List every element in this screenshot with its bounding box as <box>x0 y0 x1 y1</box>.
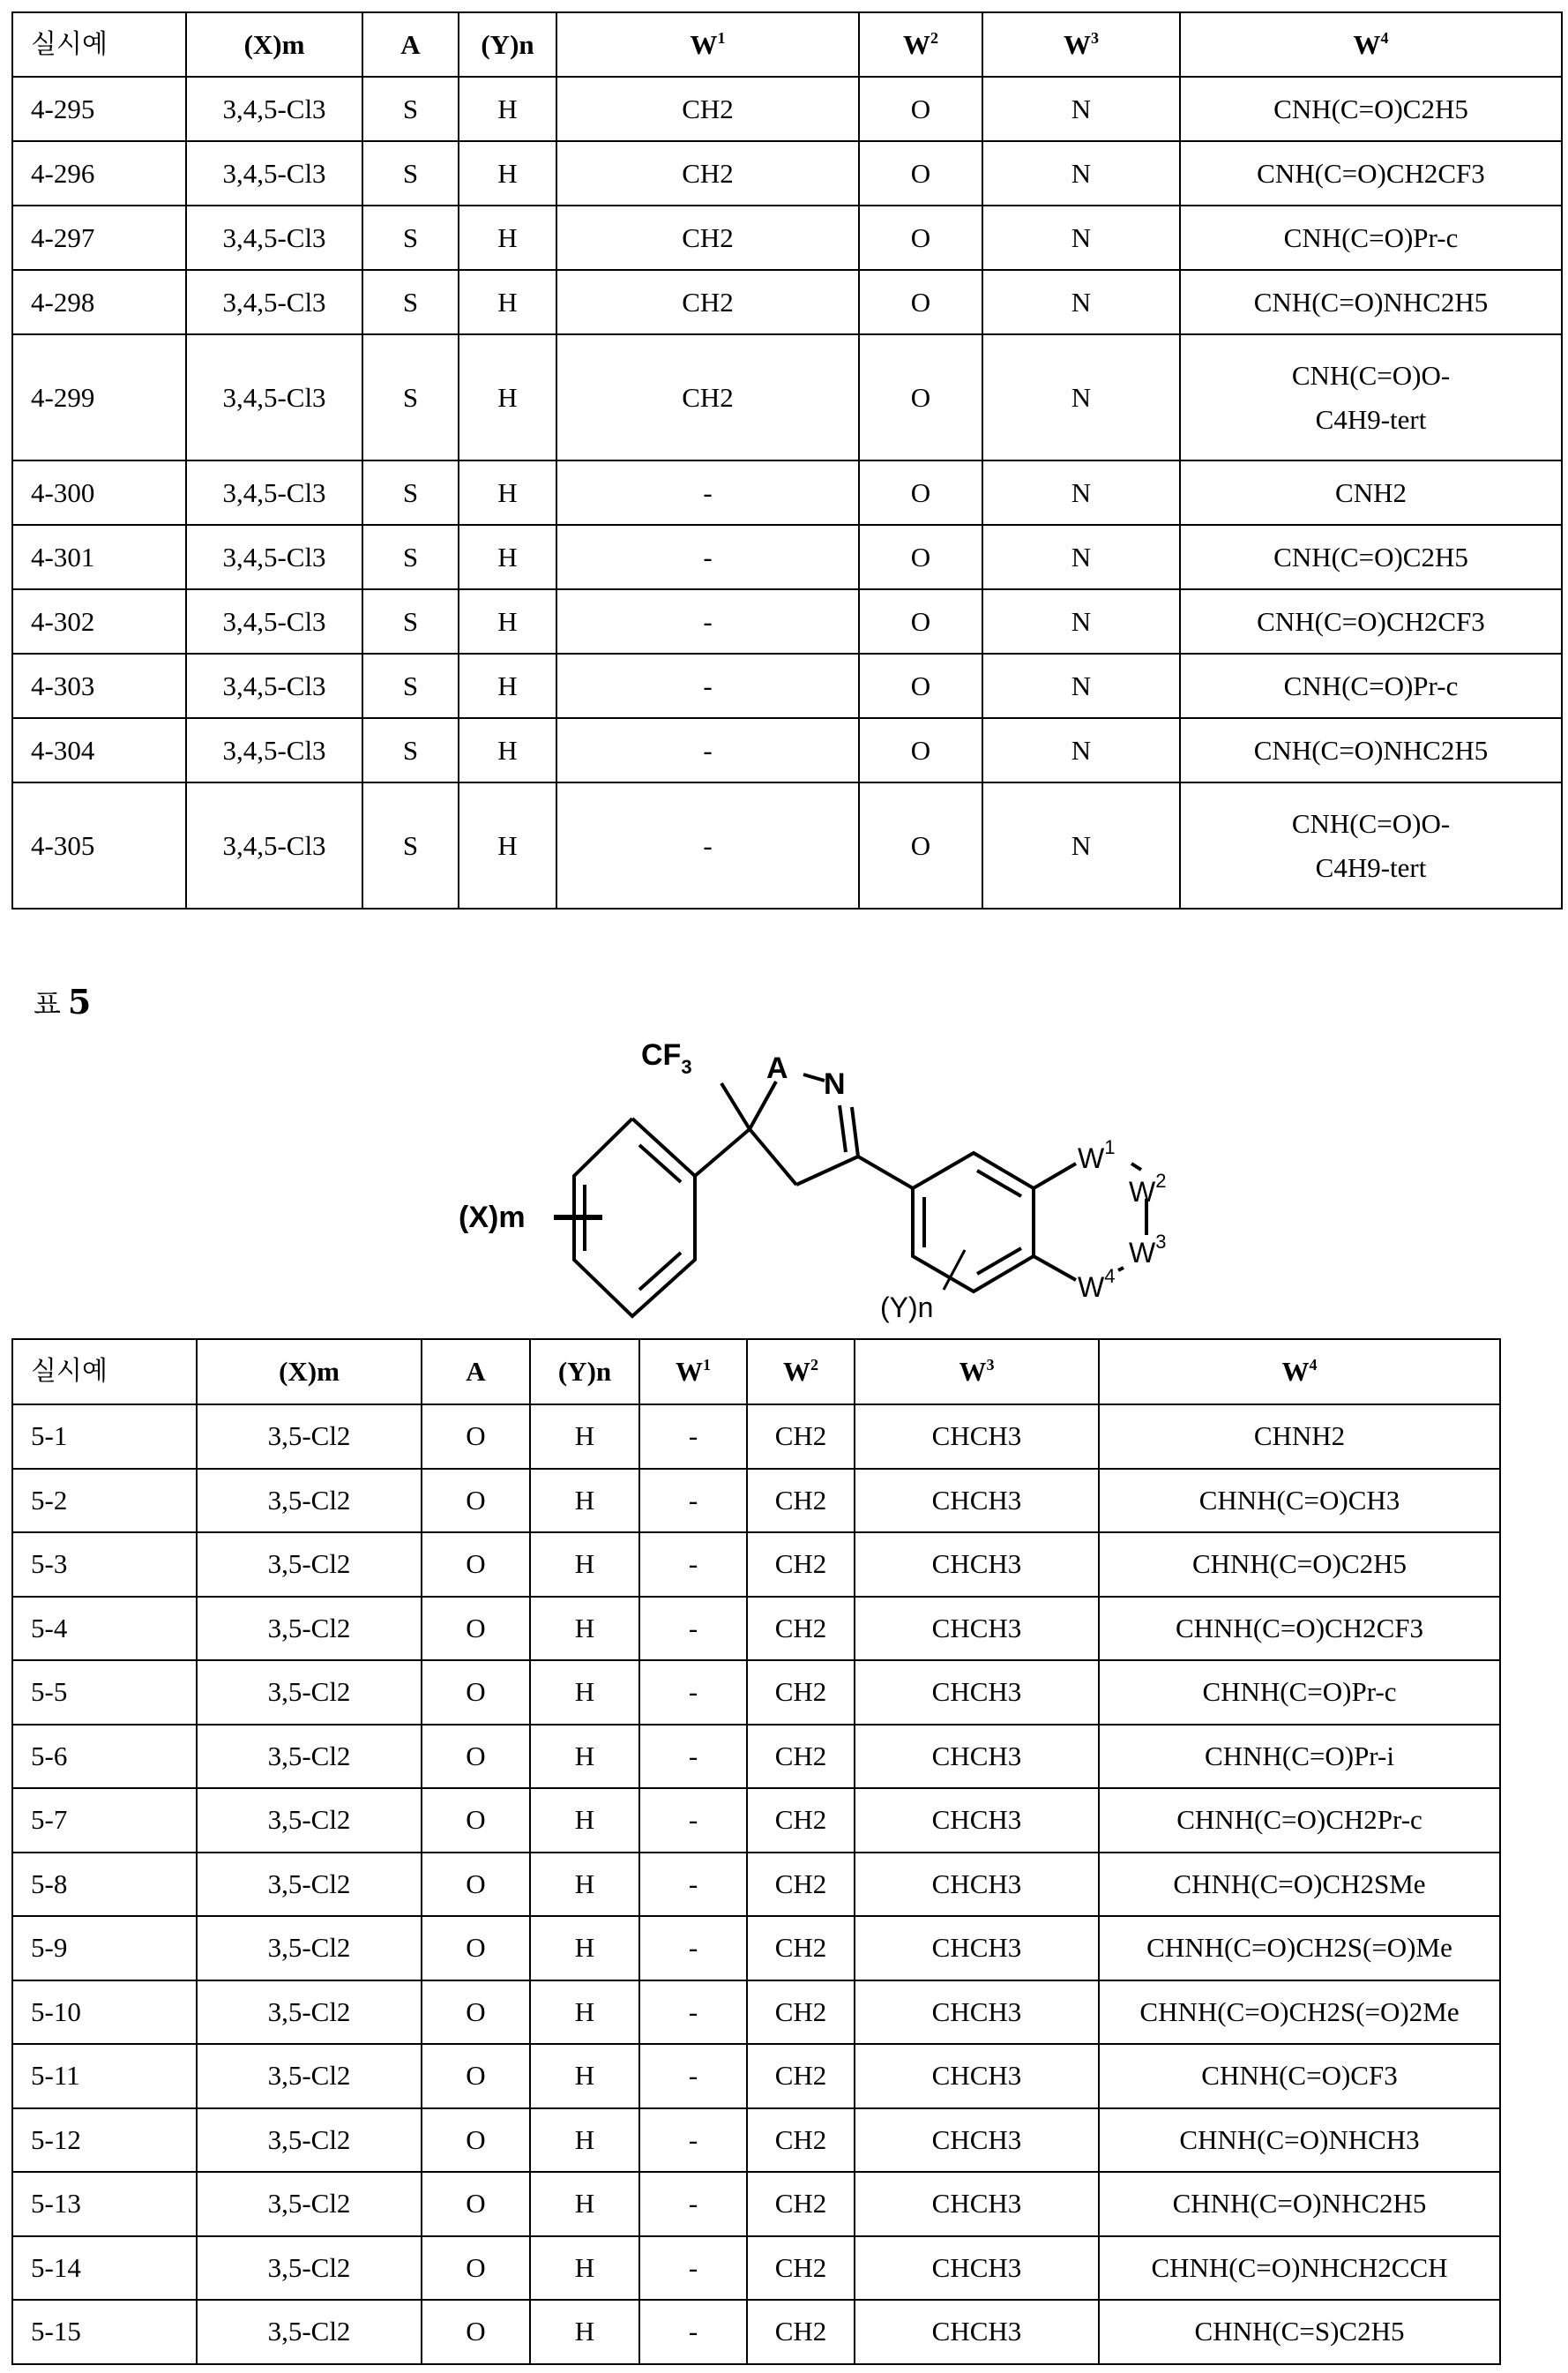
table-5 <box>11 1338 1501 2365</box>
cell-yn: H <box>459 334 556 460</box>
cell-yn: H <box>459 141 556 206</box>
cell-a: O <box>422 1725 530 1789</box>
header-a: A <box>362 12 459 77</box>
cell-w3: N <box>982 718 1180 782</box>
cell-ex: 4-296 <box>12 141 186 206</box>
table-row <box>12 1853 1500 1917</box>
table-row <box>12 2236 1500 2301</box>
cell-yn: H <box>530 1853 639 1917</box>
cell-w4: CHNH(C=O)CH2S(=O)Me <box>1099 1916 1500 1980</box>
w4-label: $W^4$ <box>1078 1265 1116 1303</box>
cell-w4: CNH(C=O)C2H5 <box>1180 77 1562 141</box>
cell-xm: 3,5-Cl2 <box>197 1853 422 1917</box>
header-a: A <box>422 1339 530 1404</box>
header-w3: $W^3$ <box>855 1339 1099 1404</box>
cell-w1: CH2 <box>556 141 859 206</box>
cell-w4: CNH(C=O)Pr-c <box>1180 654 1562 718</box>
cell-xm: 3,4,5-Cl3 <box>186 334 362 460</box>
cell-w2: O <box>859 460 982 525</box>
cell-w2: O <box>859 270 982 334</box>
cell-ex: 5-15 <box>12 2300 197 2364</box>
w3-label: $W^3$ <box>1129 1231 1167 1269</box>
cell-yn: H <box>459 654 556 718</box>
chemical-structure-diagram <box>441 1023 1191 1328</box>
cell-w1: - <box>639 1980 747 2045</box>
cell-yn: H <box>459 718 556 782</box>
table-5-caption <box>34 982 91 1022</box>
cell-a: O <box>422 1532 530 1597</box>
cell-ex: 4-295 <box>12 77 186 141</box>
cell-w3: N <box>982 206 1180 270</box>
cell-w3: N <box>982 270 1180 334</box>
table-row <box>12 2108 1500 2173</box>
cell-xm: 3,4,5-Cl3 <box>186 525 362 589</box>
header-w4: $W^4$ <box>1180 12 1562 77</box>
cell-w4: CHNH(C=O)Pr-c <box>1099 1660 1500 1725</box>
cell-yn: H <box>459 525 556 589</box>
cell-w2: CH2 <box>747 1660 855 1725</box>
cell-w4: CNH2 <box>1180 460 1562 525</box>
cell-ex: 4-299 <box>12 334 186 460</box>
cell-w2: CH2 <box>747 1788 855 1853</box>
cell-ex: 4-297 <box>12 206 186 270</box>
cell-a: S <box>362 718 459 782</box>
cell-w3: N <box>982 654 1180 718</box>
right-benzene-ring <box>913 1153 1034 1291</box>
cell-a: S <box>362 206 459 270</box>
header-yn: (Y)n <box>459 12 556 77</box>
cell-ex: 5-5 <box>12 1660 197 1725</box>
cell-a: O <box>422 1980 530 2045</box>
cell-ex: 5-14 <box>12 2236 197 2301</box>
cell-w3: CHCH3 <box>855 1597 1099 1661</box>
cell-yn: H <box>530 2236 639 2301</box>
cell-yn: H <box>530 1404 639 1469</box>
cell-xm: 3,4,5-Cl3 <box>186 206 362 270</box>
cell-w3: N <box>982 141 1180 206</box>
cell-yn: H <box>530 1660 639 1725</box>
cell-w2: CH2 <box>747 1980 855 2045</box>
cell-w2: CH2 <box>747 1916 855 1980</box>
n-label: N <box>824 1067 846 1101</box>
header-w3: $W^3$ <box>982 12 1180 77</box>
cell-ex: 5-12 <box>12 2108 197 2173</box>
cell-w4: CHNH(C=S)C2H5 <box>1099 2300 1500 2364</box>
cell-w4: CHNH(C=O)Pr-i <box>1099 1725 1500 1789</box>
cell-yn: H <box>530 1725 639 1789</box>
table-5-header <box>12 1339 1500 1404</box>
cell-w1: - <box>639 1404 747 1469</box>
cell-w1: - <box>639 2300 747 2364</box>
cell-a: O <box>422 1597 530 1661</box>
cell-a: S <box>362 460 459 525</box>
header-example: 실시예 <box>12 12 186 77</box>
cell-xm: 3,4,5-Cl3 <box>186 460 362 525</box>
cell-w3: N <box>982 589 1180 654</box>
cell-w4: CNH(C=O)CH2CF3 <box>1180 141 1562 206</box>
cell-a: O <box>422 1469 530 1533</box>
cell-xm: 3,5-Cl2 <box>197 1469 422 1533</box>
cell-w1: - <box>639 1725 747 1789</box>
cell-a: O <box>422 2300 530 2364</box>
cell-w3: CHCH3 <box>855 1532 1099 1597</box>
cell-w2: CH2 <box>747 1404 855 1469</box>
cell-w2: CH2 <box>747 1597 855 1661</box>
cell-ex: 5-8 <box>12 1853 197 1917</box>
cell-w4: CHNH(C=O)C2H5 <box>1099 1532 1500 1597</box>
w1-label: $W^1$ <box>1078 1136 1116 1174</box>
cell-xm: 3,5-Cl2 <box>197 1916 422 1980</box>
cell-yn: H <box>530 2044 639 2108</box>
cell-ex: 5-13 <box>12 2172 197 2236</box>
cell-w1: CH2 <box>556 270 859 334</box>
cell-w1: - <box>639 1597 747 1661</box>
cell-w3: CHCH3 <box>855 1853 1099 1917</box>
cell-w2: O <box>859 718 982 782</box>
cell-w3: CHCH3 <box>855 2044 1099 2108</box>
cell-a: O <box>422 1788 530 1853</box>
yn-label: (Y)n <box>880 1291 934 1323</box>
cell-w1: - <box>639 2044 747 2108</box>
cell-w2: CH2 <box>747 1532 855 1597</box>
cell-w1: - <box>639 1853 747 1917</box>
cell-xm: 3,5-Cl2 <box>197 1788 422 1853</box>
table-row <box>12 1725 1500 1789</box>
cell-w1: - <box>556 654 859 718</box>
table-row <box>12 2300 1500 2364</box>
cell-w1: - <box>639 2236 747 2301</box>
cell-w3: CHCH3 <box>855 2172 1099 2236</box>
cell-w2: O <box>859 77 982 141</box>
table-row <box>12 1404 1500 1469</box>
cell-xm: 3,4,5-Cl3 <box>186 654 362 718</box>
cell-w2: O <box>859 782 982 909</box>
cell-ex: 5-7 <box>12 1788 197 1853</box>
header-w4: $W^4$ <box>1099 1339 1500 1404</box>
cell-a: S <box>362 782 459 909</box>
cell-xm: 3,4,5-Cl3 <box>186 77 362 141</box>
cell-a: S <box>362 589 459 654</box>
cell-w4: CHNH(C=O)CF3 <box>1099 2044 1500 2108</box>
cell-xm: 3,5-Cl2 <box>197 2172 422 2236</box>
cell-w2: CH2 <box>747 1853 855 1917</box>
table-4-header <box>12 12 1562 77</box>
cell-yn: H <box>530 2300 639 2364</box>
cell-a: S <box>362 525 459 589</box>
cell-w2: O <box>859 525 982 589</box>
table-row <box>12 525 1562 589</box>
cell-w2: O <box>859 589 982 654</box>
cell-w4: CHNH(C=O)CH2S(=O)2Me <box>1099 1980 1500 2045</box>
cell-w1: CH2 <box>556 77 859 141</box>
cell-w4-line2: C4H9-tert <box>1315 403 1427 435</box>
table-4 <box>11 11 1563 910</box>
cell-yn: H <box>530 1532 639 1597</box>
table-row <box>12 1469 1500 1533</box>
cell-w1: - <box>556 525 859 589</box>
cell-w4: CHNH2 <box>1099 1404 1500 1469</box>
cell-a: S <box>362 77 459 141</box>
cell-ex: 4-302 <box>12 589 186 654</box>
cell-w1: - <box>556 460 859 525</box>
cell-w4: CHNH(C=O)CH3 <box>1099 1469 1500 1533</box>
cell-w3: N <box>982 334 1180 460</box>
cell-ex: 4-304 <box>12 718 186 782</box>
cell-w3: CHCH3 <box>855 1469 1099 1533</box>
cell-ex: 4-305 <box>12 782 186 909</box>
cell-xm: 3,4,5-Cl3 <box>186 718 362 782</box>
cell-a: O <box>422 1404 530 1469</box>
cell-w2: O <box>859 334 982 460</box>
cell-yn: H <box>459 206 556 270</box>
cell-ex: 5-4 <box>12 1597 197 1661</box>
cell-yn: H <box>530 2108 639 2173</box>
cell-w3: N <box>982 525 1180 589</box>
cell-w3: CHCH3 <box>855 1725 1099 1789</box>
xm-label: (X)m <box>459 1201 526 1234</box>
cell-w4: CHNH(C=O)CH2SMe <box>1099 1853 1500 1917</box>
cell-w2: CH2 <box>747 2044 855 2108</box>
cell-xm: 3,5-Cl2 <box>197 1597 422 1661</box>
cell-w2: O <box>859 206 982 270</box>
cell-ex: 4-298 <box>12 270 186 334</box>
cell-w4-line1: CNH(C=O)O- <box>1291 807 1451 839</box>
cell-ex: 5-1 <box>12 1404 197 1469</box>
header-xm: (X)m <box>186 12 362 77</box>
cell-w3: CHCH3 <box>855 1404 1099 1469</box>
cell-a: S <box>362 270 459 334</box>
cell-yn: H <box>530 1980 639 2045</box>
cell-w2: CH2 <box>747 2172 855 2236</box>
cell-w3: CHCH3 <box>855 2108 1099 2173</box>
cell-xm: 3,5-Cl2 <box>197 1725 422 1789</box>
cell-w3: CHCH3 <box>855 1788 1099 1853</box>
cell-yn: H <box>459 589 556 654</box>
table-row <box>12 334 1562 460</box>
cell-w4: CHNH(C=O)NHCH3 <box>1099 2108 1500 2173</box>
cell-w1: - <box>556 718 859 782</box>
cell-xm: 3,5-Cl2 <box>197 1532 422 1597</box>
cell-yn: H <box>459 270 556 334</box>
a-label: A <box>766 1052 788 1085</box>
cell-yn: H <box>459 782 556 909</box>
header-w2: $W^2$ <box>859 12 982 77</box>
cell-xm: 3,5-Cl2 <box>197 1980 422 2045</box>
table-row <box>12 1980 1500 2045</box>
table-row <box>12 654 1562 718</box>
cell-w3: CHCH3 <box>855 1916 1099 1980</box>
cell-w2: CH2 <box>747 1725 855 1789</box>
cell-xm: 3,5-Cl2 <box>197 2236 422 2301</box>
cell-yn: H <box>530 1916 639 1980</box>
cell-w4: CNH(C=O)C2H5 <box>1180 525 1562 589</box>
cell-w4-line1: CNH(C=O)O- <box>1291 359 1451 391</box>
cell-w1: - <box>639 2108 747 2173</box>
w2-label: $W^2$ <box>1129 1170 1167 1208</box>
cell-w3: CHCH3 <box>855 1660 1099 1725</box>
cell-w3: N <box>982 460 1180 525</box>
cell-w4: CNH(C=O)NHC2H5 <box>1180 718 1562 782</box>
cell-yn: H <box>459 77 556 141</box>
cell-w4: CNH(C=O)Pr-c <box>1180 206 1562 270</box>
table-row <box>12 589 1562 654</box>
table-row <box>12 2044 1500 2108</box>
cell-w2: O <box>859 654 982 718</box>
cell-ex: 5-6 <box>12 1725 197 1789</box>
cell-yn: H <box>530 1469 639 1533</box>
table-row <box>12 206 1562 270</box>
cell-w4: CHNH(C=O)NHC2H5 <box>1099 2172 1500 2236</box>
header-w1: $W^1$ <box>556 12 859 77</box>
cell-w1: - <box>556 589 859 654</box>
table-row <box>12 2172 1500 2236</box>
cell-ex: 5-9 <box>12 1916 197 1980</box>
table-row <box>12 782 1562 909</box>
cell-w1: - <box>639 2172 747 2236</box>
table-row <box>12 1916 1500 1980</box>
cell-w3: N <box>982 77 1180 141</box>
cell-w2: CH2 <box>747 2108 855 2173</box>
cell-ex: 5-2 <box>12 1469 197 1533</box>
header-w1: $W^1$ <box>639 1339 747 1404</box>
table-row <box>12 1532 1500 1597</box>
cell-xm: 3,4,5-Cl3 <box>186 589 362 654</box>
cell-w4: CHNH(C=O)CH2Pr-c <box>1099 1788 1500 1853</box>
header-example: 실시예 <box>12 1339 197 1404</box>
cell-w2: O <box>859 141 982 206</box>
cell-w1: - <box>639 1469 747 1533</box>
cell-xm: 3,5-Cl2 <box>197 2044 422 2108</box>
cell-w4: CNH(C=O)NHC2H5 <box>1180 270 1562 334</box>
table-row <box>12 1597 1500 1661</box>
cell-w2: CH2 <box>747 1469 855 1533</box>
cell-xm: 3,4,5-Cl3 <box>186 782 362 909</box>
cell-yn: H <box>530 2172 639 2236</box>
header-xm: (X)m <box>197 1339 422 1404</box>
cell-w3: CHCH3 <box>855 2236 1099 2301</box>
table-row <box>12 270 1562 334</box>
cell-w4: CNH(C=O)CH2CF3 <box>1180 589 1562 654</box>
cell-a: O <box>422 2236 530 2301</box>
cell-a: O <box>422 2108 530 2173</box>
cell-w1: - <box>639 1660 747 1725</box>
cell-a: O <box>422 1853 530 1917</box>
cell-ex: 4-301 <box>12 525 186 589</box>
cell-ex: 5-10 <box>12 1980 197 2045</box>
cell-w4: CHNH(C=O)CH2CF3 <box>1099 1597 1500 1661</box>
cell-a: S <box>362 334 459 460</box>
header-yn: (Y)n <box>530 1339 639 1404</box>
cell-xm: 3,5-Cl2 <box>197 2300 422 2364</box>
cell-w3: CHCH3 <box>855 1980 1099 2045</box>
cell-w1: - <box>639 1916 747 1980</box>
table-row <box>12 1788 1500 1853</box>
cell-yn: H <box>530 1597 639 1661</box>
cell-xm: 3,4,5-Cl3 <box>186 270 362 334</box>
cell-xm: 3,4,5-Cl3 <box>186 141 362 206</box>
cf3-label: $CF_3$ <box>641 1038 692 1078</box>
cell-ex: 4-300 <box>12 460 186 525</box>
cell-w2: CH2 <box>747 2300 855 2364</box>
cell-xm: 3,5-Cl2 <box>197 1404 422 1469</box>
cell-w2: CH2 <box>747 2236 855 2301</box>
cell-a: O <box>422 1916 530 1980</box>
cell-ex: 5-3 <box>12 1532 197 1597</box>
table-row <box>12 1660 1500 1725</box>
cell-w4 <box>1180 782 1562 909</box>
cell-w1: - <box>639 1532 747 1597</box>
cell-w4 <box>1180 334 1562 460</box>
cell-yn: H <box>530 1788 639 1853</box>
cell-w3: CHCH3 <box>855 2300 1099 2364</box>
cell-w4-line2: C4H9-tert <box>1315 851 1427 883</box>
table-row <box>12 141 1562 206</box>
table-row <box>12 460 1562 525</box>
header-w2: $W^2$ <box>747 1339 855 1404</box>
cell-yn: H <box>459 460 556 525</box>
cell-a: S <box>362 654 459 718</box>
cell-a: O <box>422 2172 530 2236</box>
caption-number: 5 <box>67 982 92 1022</box>
cell-xm: 3,5-Cl2 <box>197 2108 422 2173</box>
cell-w1: - <box>639 1788 747 1853</box>
cell-a: O <box>422 1660 530 1725</box>
cell-w1: - <box>556 782 859 909</box>
cell-w1: CH2 <box>556 206 859 270</box>
table-row <box>12 77 1562 141</box>
caption-label: 표 <box>34 987 61 1021</box>
cell-a: S <box>362 141 459 206</box>
cell-w1: CH2 <box>556 334 859 460</box>
cell-xm: 3,5-Cl2 <box>197 1660 422 1725</box>
cell-a: O <box>422 2044 530 2108</box>
cell-ex: 4-303 <box>12 654 186 718</box>
cell-ex: 5-11 <box>12 2044 197 2108</box>
cell-w4: CHNH(C=O)NHCH2CCH <box>1099 2236 1500 2301</box>
table-row <box>12 718 1562 782</box>
cell-w3: N <box>982 782 1180 909</box>
